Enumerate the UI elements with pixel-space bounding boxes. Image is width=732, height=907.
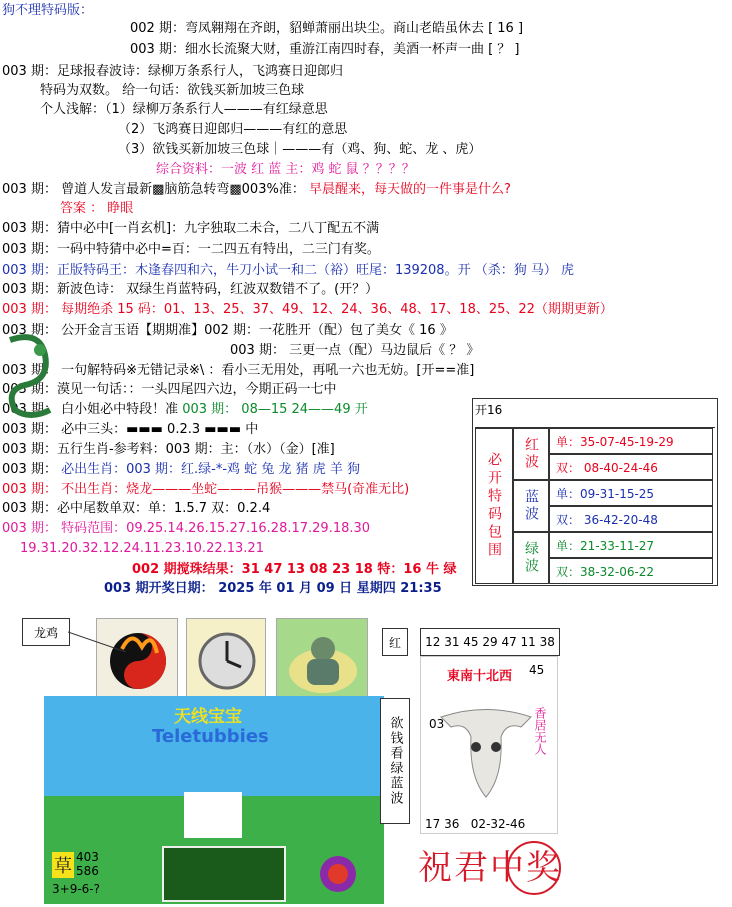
line-draw-date: 003 期开奖日期： 2025 年 01 月 09 日 星期四 21:35 bbox=[104, 581, 442, 596]
skull-num-03: 03 bbox=[429, 717, 445, 731]
page-title: 狗不理特码版： bbox=[2, 3, 94, 18]
dragon-icon bbox=[0, 330, 60, 420]
formula: 3+9-6-? bbox=[52, 882, 100, 896]
seal-icon bbox=[504, 838, 564, 898]
line-three-heads: 003 期： 必中三头：▬▬▬ 0.2.3 ▬▬▬ 中 bbox=[2, 422, 259, 437]
vertical-hint: 欲钱看绿蓝波 bbox=[380, 698, 410, 824]
line-range-1: 003 期： 特码范围：09.25.14.26.15.27.16.28.17.29.18.30 bbox=[2, 521, 371, 536]
line-must-zodiac-text: 必出生肖：003 期：红.绿-*-鸡 蛇 兔 龙 猪 虎 羊 狗 bbox=[61, 462, 360, 477]
blue-odd: 单：09-31-15-25 bbox=[549, 480, 713, 506]
blank-box bbox=[184, 792, 242, 838]
line-official-king-text: 正版特码王：木逢春四和六，牛刀小试一和二（裕）旺尾：139208。开 （杀：狗 马） 虎 bbox=[56, 263, 574, 278]
line-desert-words: 003 期：漠见一句话：：一头四尾四六边，今期正码一七中 bbox=[2, 382, 337, 397]
line-003-poem: 003 期：细水长流聚大财，重游江南四时春，美酒一杯声一曲 [ ？ ] bbox=[130, 42, 520, 57]
line-summary: 综合资料：一波 红 蓝 主：鸡 蛇 鼠 ？？？？ bbox=[156, 162, 415, 177]
skull-panel bbox=[420, 656, 558, 834]
teletubbies-panel bbox=[44, 696, 384, 904]
grass-nums: 403 586 bbox=[76, 850, 99, 878]
stamp-text: 祝君中奖 bbox=[418, 848, 562, 888]
line-riddle-question: 曾道人发言最新▩脑筋急转弯▩003%准： bbox=[61, 182, 305, 197]
buddha-image bbox=[276, 618, 368, 698]
skull-num-45: 45 bbox=[529, 663, 545, 677]
notice-board bbox=[162, 846, 286, 902]
wave-green: 绿波 bbox=[513, 532, 549, 584]
skull-directions: 東南十北西 bbox=[447, 669, 513, 684]
line-explain-3: （3）欲钱买新加坡三色球｜———有（鸡、狗、蛇、龙 、虎） bbox=[118, 142, 482, 157]
wave-blue: 蓝波 bbox=[513, 480, 549, 532]
line-riddle-answer: 答案 ： 睁眼 bbox=[60, 201, 134, 216]
line-official-king bbox=[2, 262, 574, 279]
table-body bbox=[475, 427, 715, 584]
line-one-code: 003 期：一码中特猜中必中=百：一二四五有特出，二三门有奖。 bbox=[2, 242, 380, 257]
table-title: 必开特码包围 bbox=[475, 428, 513, 584]
line-explain-2: （2）飞鸿赛日迎郎归———有红的意思 bbox=[118, 122, 348, 137]
green-odd: 单：21-33-11-27 bbox=[549, 532, 713, 558]
blue-even: 双： 36-42-20-48 bbox=[549, 506, 713, 532]
line-no-zodiac: 003 期： 不出生肖：烧龙———坐蛇———吊猴———禁马(奇准无比) bbox=[2, 482, 410, 497]
label-longji: 龙鸡 bbox=[22, 618, 70, 646]
line-draw-result: 002 期搅珠结果：31 47 13 08 23 18 特：16 牛 绿 bbox=[132, 562, 457, 577]
line-golden-words-2: 003 期： 三更一点（配）马边鼠后《 ？ 》 bbox=[230, 343, 480, 358]
skull-side-text: 香居无人 bbox=[533, 707, 547, 755]
line-riddle-prefix: 003 期： bbox=[2, 182, 57, 197]
line-special-hint: 特码为双数。 给一句话：欲钱买新加坡三色球 bbox=[40, 83, 305, 98]
line-miss-bai-range: 003 期： 08—15 24——49 开 bbox=[182, 402, 368, 417]
red-even: 双： 08-40-24-46 bbox=[549, 454, 713, 480]
line-riddle bbox=[2, 181, 511, 198]
green-even: 双：38-32-06-22 bbox=[549, 558, 713, 584]
skull-icon bbox=[431, 697, 541, 807]
label-hong: 红 bbox=[382, 628, 408, 656]
line-miss-bai-text: 003 期： 白小姐必中特段！准 bbox=[2, 402, 179, 417]
clock-image bbox=[186, 618, 266, 698]
line-002-poem: 002 期：弯凤翱翔在齐朗，貂蝉萧丽出块尘。商山老皓虽休去 [ 16 ] bbox=[130, 21, 524, 36]
line-tail-numbers: 003 期：必中尾数单双：单：1.5.7 双：0.2.4 bbox=[2, 501, 271, 516]
table-header: 开16 bbox=[475, 403, 503, 417]
wave-red: 红波 bbox=[513, 428, 549, 480]
line-five-elements: 003 期：五行生肖-参考料：003 期：主：（水）（金）[准] bbox=[2, 442, 335, 457]
line-must-zodiac bbox=[2, 461, 360, 478]
moon-icon bbox=[316, 852, 360, 896]
line-guess-zodiac: 003 期：猜中必中[一肖玄机]：九字独取二未合，二八丁配五不满 bbox=[2, 221, 380, 236]
numbers-box: 12 31 45 29 47 11 38 bbox=[420, 628, 560, 656]
teletubbies-en: Teletubbies bbox=[152, 726, 269, 747]
skull-bottom-nums: 17 36 02-32-46 bbox=[425, 817, 526, 831]
pointer-arrow-icon bbox=[68, 630, 128, 654]
line-explain-1: 个人浅解：（1）绿柳万条系行人———有红绿意思 bbox=[40, 102, 328, 117]
line-wave-poem: 003 期：新波色诗： 双绿生肖蓝特码，红波双数错不了。(开？） bbox=[2, 282, 379, 297]
line-football-poem: 003 期：足球报春波诗：绿柳万条系行人，飞鸿赛日迎郎归 bbox=[2, 64, 343, 79]
line-kill-15: 003 期： 每期绝杀 15 码：01、13、25、37、49、12、24、36、48、17、18、25、22（期期更新） bbox=[2, 302, 613, 317]
line-range-2: 19.31.20.32.12.24.11.23.10.22.13.21 bbox=[20, 541, 264, 556]
grass-char: 草 bbox=[52, 852, 74, 878]
line-golden-words: 003 期： 公开金言玉语【期期准】002 期：一花胜开（配）包了美女《 16 》 bbox=[2, 323, 453, 338]
red-odd: 单：35-07-45-19-29 bbox=[549, 428, 713, 454]
line-must-zodiac-prefix: 003 期： bbox=[2, 462, 57, 477]
line-official-king-prefix: 003 期： bbox=[2, 263, 57, 278]
line-riddle-text: 早晨醒来，每天做的一件事是什么? bbox=[308, 182, 511, 197]
special-code-table bbox=[472, 398, 718, 586]
teletubbies-title: 天线宝宝 bbox=[174, 707, 242, 727]
line-one-sentence: 003 期： 一句解特码※无错记录※\ ：看小三无用处，再吼一六也无妨。[开==准] bbox=[2, 363, 475, 378]
